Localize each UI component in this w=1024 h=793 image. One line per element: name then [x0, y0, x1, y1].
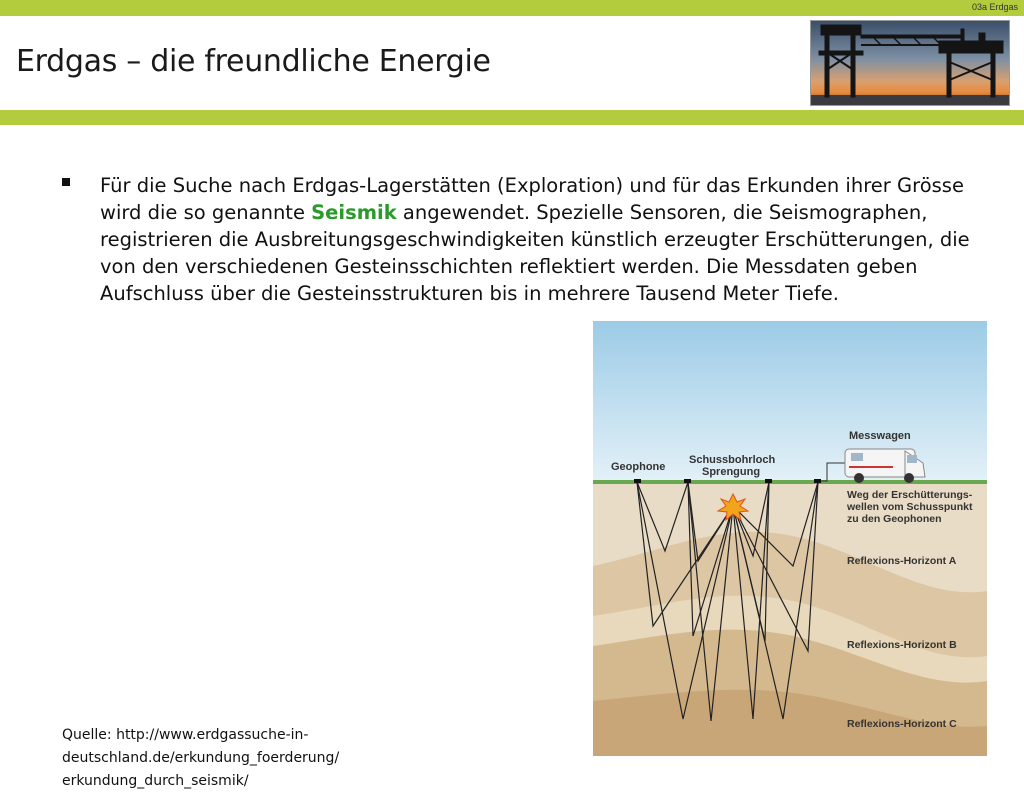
seismic-diagram	[593, 321, 987, 756]
seismik-highlight: Seismik	[311, 201, 397, 224]
label-weg-line3: zu den Geophonen	[847, 513, 942, 525]
slide-label: 03a Erdgas	[971, 2, 1018, 12]
label-schussbohrloch: Schussbohrloch	[689, 454, 776, 466]
label-weg-line1: Weg der Erschütterungs-	[847, 489, 973, 501]
header-bottom-bar	[0, 110, 1024, 125]
source-citation	[62, 724, 582, 793]
label-weg-line2: wellen vom Schusspunkt	[847, 501, 973, 513]
top-accent-bar	[0, 0, 1024, 16]
label-horizon-c: Reflexions-Horizont C	[847, 718, 957, 730]
bullet-square-icon	[62, 178, 70, 186]
label-horizon-a: Reflexions-Horizont A	[847, 555, 957, 567]
label-geophone: Geophone	[611, 461, 666, 473]
offshore-platform-photo	[810, 20, 1010, 106]
page-title: Erdgas – die freundliche Energie	[16, 44, 491, 79]
bullet-text-part2: angewendet. Spezielle Sensoren, die Seismographen, registrieren die Ausbreitungsgeschwindigkeiten künstlich erzeugter Erschütterungen, die von den verschiedenen Gesteinsschichten reflektiert werden. Die Messdaten geben Aufschluss über die Gesteinsstrukturen bis in mehrere Tausend Meter Tiefe.	[100, 201, 970, 305]
source-line1: Quelle: http://www.erdgassuche-in-deutschland.de/erkundung_foerderung/	[62, 727, 340, 766]
grass-line	[593, 480, 987, 484]
label-horizon-b: Reflexions-Horizont B	[847, 639, 957, 651]
platform-silhouette	[811, 21, 1009, 105]
bullet-paragraph	[100, 172, 970, 307]
source-line2: erkundung_durch_seismik/	[62, 773, 249, 789]
label-messwagen: Messwagen	[849, 430, 911, 442]
sky-area	[593, 321, 987, 483]
bullet-text-part1: Für die Suche nach Erdgas-Lagerstätten (Exploration) und für das Erkunden ihrer Grösse wird die so genannte	[100, 174, 964, 224]
label-sprengung: Sprengung	[702, 466, 761, 478]
